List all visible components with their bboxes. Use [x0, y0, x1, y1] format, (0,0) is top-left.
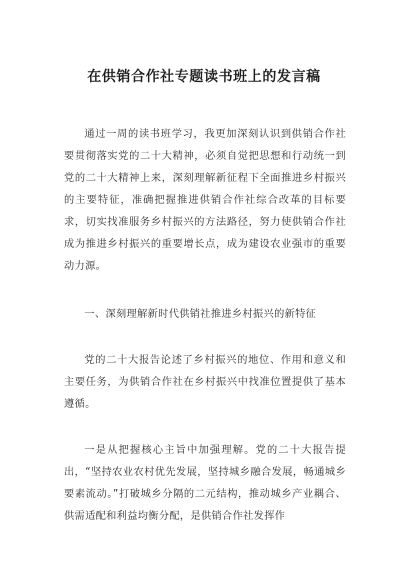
- document-title: 在供销合作社专题读书班上的发言稿: [87, 69, 321, 85]
- body-paragraph: 一是从把握核心主旨中加强理解。党的二十大报告提出，“坚持农业农村优先发展，坚持城乡融合发展，畅通城乡要素流动。”打破城乡分隔的二元结构，推动城乡产业耦合、供需适配和利益均衡分配，是供销合作社发挥作: [64, 445, 346, 522]
- intro-paragraph: 通过一周的读书班学习，我更加深刻认识到供销合作社要贯彻落实党的二十大精神，必须自觉把思想和行动统一到党的二十大精神上来，深刻理解新征程下全面推进乡村振兴的主要特征，准确把握推进供销合作社综合改革的目标要求，切实找准服务乡村振兴的方法路径，努力使供销合作社成为推进乡村振兴的重要增长点，成为建设农业强市的重要动力源。: [64, 129, 346, 272]
- section-heading: 一、深刻理解新时代供销社推进乡村振兴的新特征: [84, 309, 317, 320]
- body-paragraph: 党的二十大报告论述了乡村振兴的地位、作用和意义和主要任务，为供销合作社在乡村振兴中找准位置提供了基本遵循。: [64, 355, 346, 410]
- document-body: [64, 124, 346, 528]
